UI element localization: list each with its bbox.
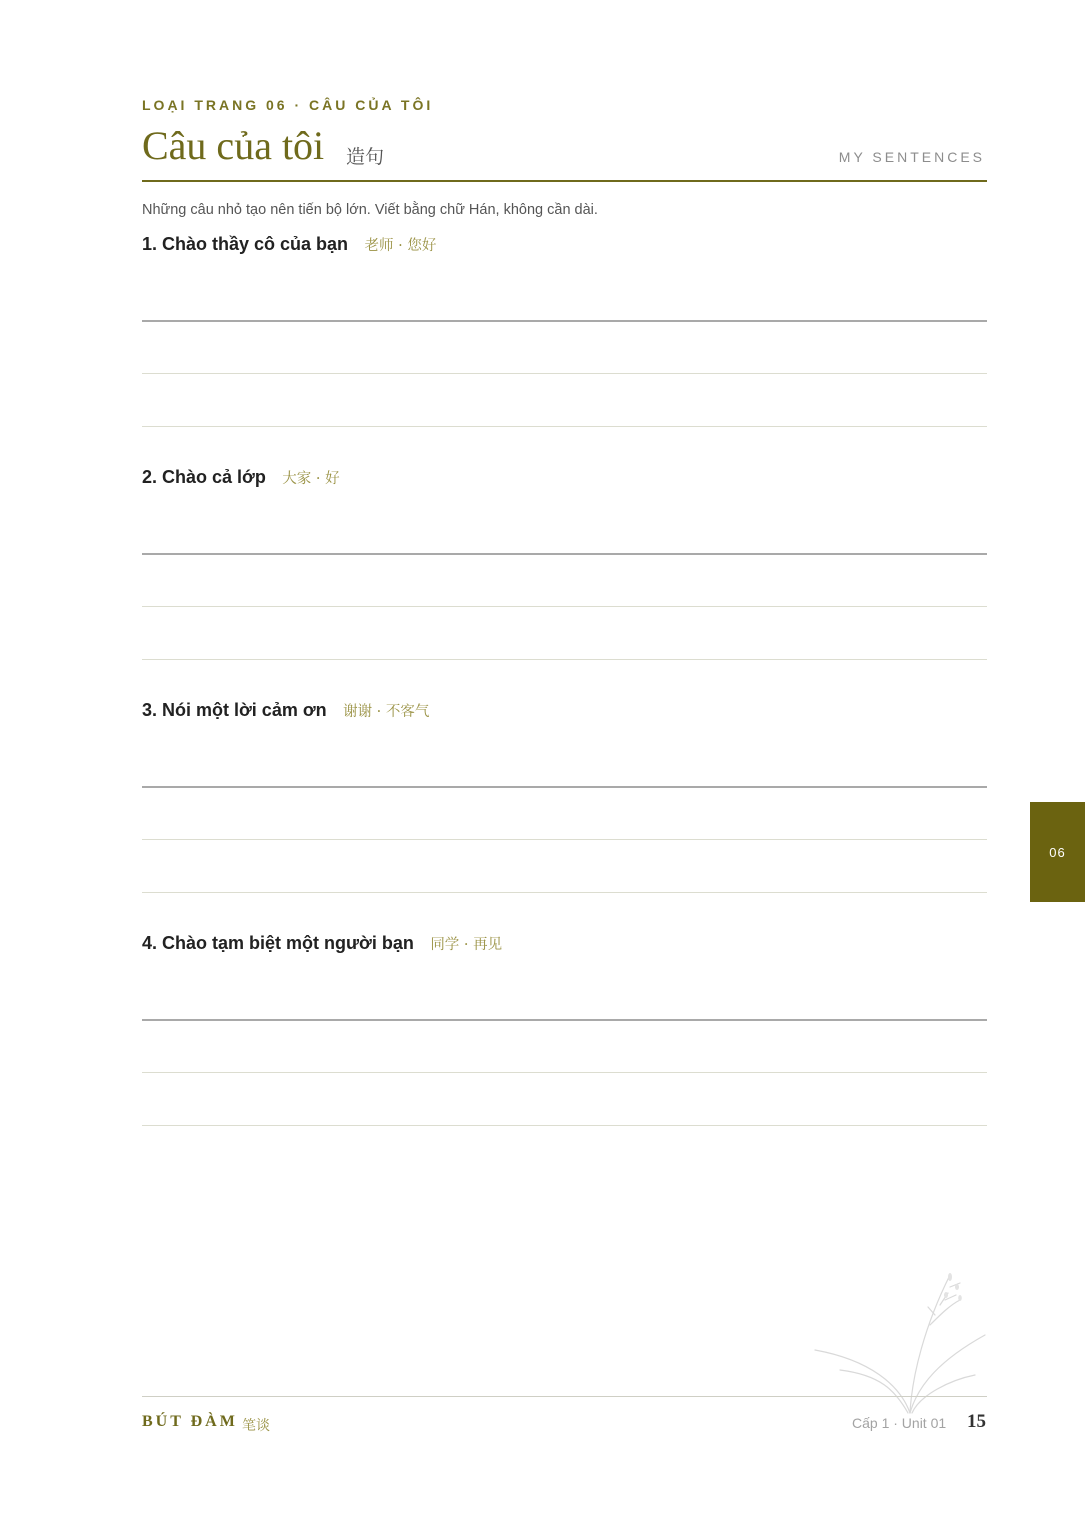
exercise-item-1 [142,234,987,255]
exercise-item-3 [142,700,987,721]
writing-line[interactable] [142,892,987,893]
writing-line[interactable] [142,373,987,374]
brand-name-chinese: 笔谈 [242,1418,270,1434]
intro-text: Những câu nhỏ tạo nên tiến bộ lớn. Viết bằng chữ Hán, không cần dài. [142,202,598,218]
writing-line[interactable] [142,786,987,788]
page-title: Câu của tôi [142,123,325,168]
exercise-item-4 [142,933,987,954]
brand-name: BÚT ĐÀM [142,1413,238,1430]
exercise-hint: 大家 · 好 [282,471,340,487]
exercise-prompt: 2. Chào cả lớp [142,467,266,487]
writing-line[interactable] [142,320,987,322]
exercise-prompt: 3. Nói một lời cảm ơn [142,700,327,720]
section-side-tab[interactable]: 06 [1030,802,1085,902]
exercise-hint: 老师 · 您好 [364,238,437,254]
header-divider [142,180,987,182]
section-eyebrow: LOẠI TRANG 06 · CÂU CỦA TÔI [142,97,434,113]
writing-line[interactable] [142,606,987,607]
exercise-hint: 同学 · 再见 [430,937,503,953]
page-title-chinese: 造句 [346,146,385,168]
plant-illustration [800,1265,1000,1415]
page-number: 15 [967,1411,986,1432]
exercise-prompt: 4. Chào tạm biệt một người bạn [142,933,414,953]
writing-line[interactable] [142,1125,987,1126]
exercise-prompt: 1. Chào thầy cô của bạn [142,234,349,254]
level-unit-label: Cấp 1 · Unit 01 [852,1415,947,1431]
exercise-item-2 [142,467,987,488]
writing-line[interactable] [142,839,987,840]
writing-line[interactable] [142,426,987,427]
exercise-hint: 谢谢 · 不客气 [343,704,430,720]
footer-divider [142,1396,987,1397]
writing-line[interactable] [142,1019,987,1021]
writing-line[interactable] [142,553,987,555]
writing-line[interactable] [142,1072,987,1073]
page-title-english: MY SENTENCES [838,149,985,165]
writing-line[interactable] [142,659,987,660]
